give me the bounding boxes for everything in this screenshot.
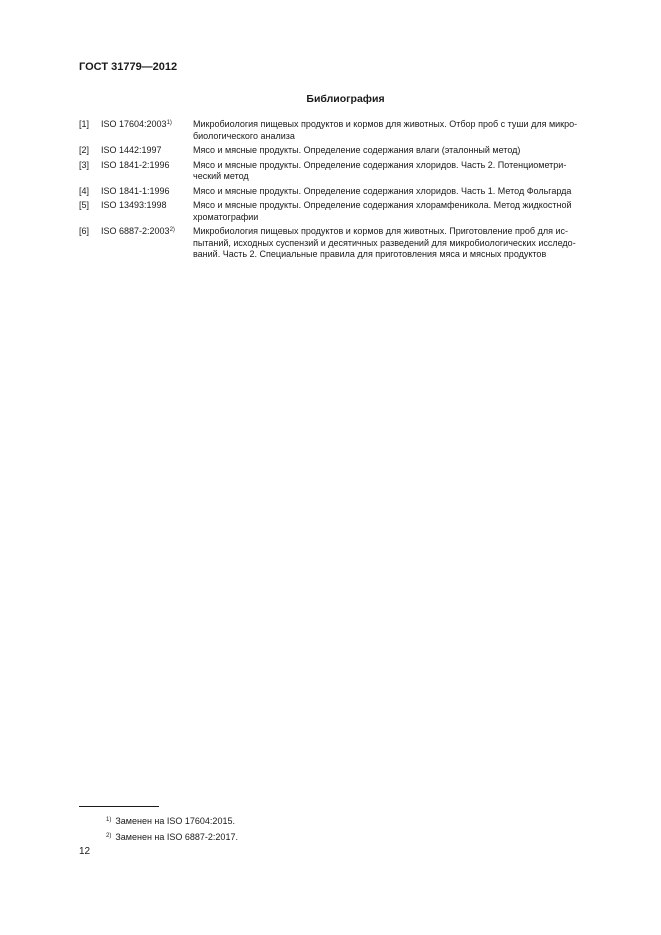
bibliography-entry [79,186,616,198]
entry-number: [6] [79,226,90,236]
entry-number: [3] [79,159,90,170]
footnote-mark: 2) [106,833,112,839]
entry-code-text: ISO 1841-2:1996 [101,159,170,170]
footnote-divider [79,806,159,807]
entry-title-line: Микробиология пищевых продуктов и кормов для животных. Отбор проб с туши для микро- [193,119,578,129]
footnote-text: Заменен на ISO 6887-2:2017. [115,832,238,842]
entry-title-line: Мясо и мясные продукты. Определение содержания хлорамфеникола. Метод жидкостной [193,200,572,210]
footnote-mark: 1) [106,817,112,823]
footnote-reference: 2) [169,227,175,233]
bibliography-entry [79,226,616,261]
bibliography-entry [79,119,616,142]
entry-title [193,200,616,223]
entry-code-text: ISO 6887-2:2003 [101,226,170,236]
entry-title [193,186,616,198]
entry-title-line: пытаний, исходных суспензий и десятичных разведений для микробиологических исследо- [193,237,576,248]
entry-standard-code [101,145,193,157]
entry-title-line: Микробиология пищевых продуктов и кормов для животных. Приготовление проб для ис- [193,226,568,236]
entry-standard-code [101,200,193,212]
page-number: 12 [79,846,91,857]
entry-title [193,226,616,261]
entry-code-text: ISO 13493:1998 [101,200,167,210]
footnotes [106,813,238,845]
bibliography-entry [79,145,616,157]
entry-title-line: ваний. Часть 2. Специальные правила для приготовления мяса и мясных продуктов [193,249,547,259]
entry-title-line: хроматографии [193,211,259,222]
entry-title-line: Мясо и мясные продукты. Определение содержания хлоридов. Часть 1. Метод Фольгарда [193,185,572,196]
entry-number: [1] [79,119,90,129]
bibliography-entry [79,160,616,183]
entry-number: [4] [79,185,90,196]
entry-title-line: Мясо и мясные продукты. Определение содержания хлоридов. Часть 2. Потенциометри- [193,159,567,170]
entry-title-line: Мясо и мясные продукты. Определение содержания влаги (эталонный метод) [193,145,521,155]
entry-title-line: ческий метод [193,171,249,181]
footnote-text: Заменен на ISO 17604:2015. [115,816,235,826]
entry-title [193,145,616,157]
entry-code-text: ISO 1442:1997 [101,145,162,155]
entry-standard-code [101,160,193,172]
entry-title [193,160,616,183]
entry-standard-code [101,226,193,238]
bibliography-entry [79,200,616,223]
bibliography-list [79,119,616,264]
entry-code-text: ISO 1841-1:1996 [101,185,170,196]
bibliography-title: Библиография [306,93,385,105]
footnote-reference: 1) [166,120,172,126]
entry-standard-code [101,186,193,198]
entry-code-text: ISO 17604:2003 [101,119,167,129]
footnote [106,813,238,829]
entry-number: [5] [79,200,90,210]
document-header: ГОСТ 31779—2012 [79,61,178,73]
entry-standard-code [101,119,193,131]
entry-title-line: биологического анализа [193,130,295,141]
footnote [106,829,238,845]
entry-title [193,119,616,142]
entry-number: [2] [79,145,90,155]
